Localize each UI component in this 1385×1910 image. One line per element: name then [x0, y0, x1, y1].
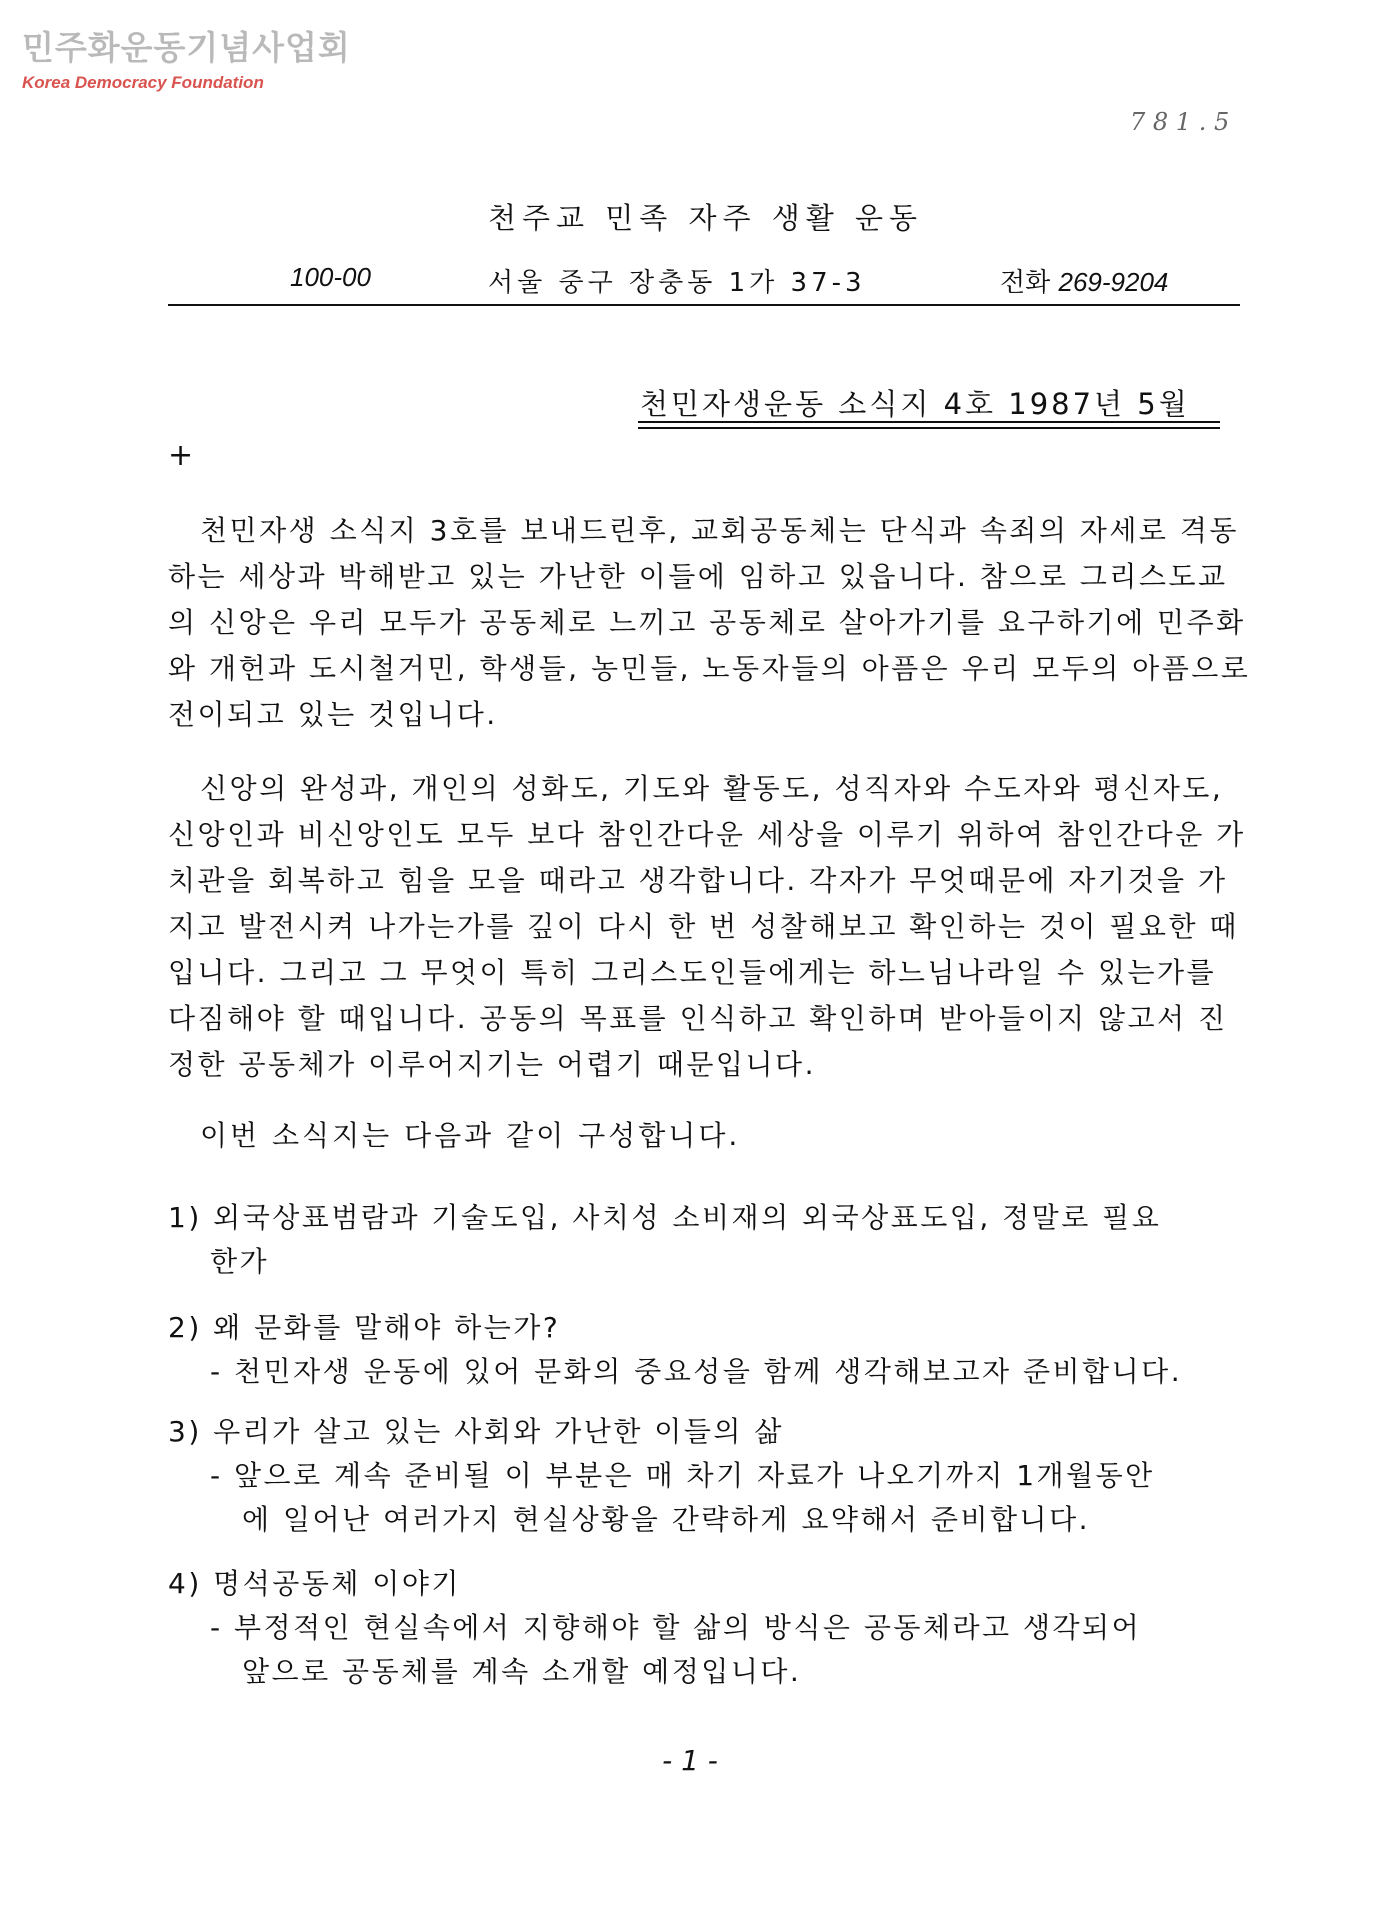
paragraph-faith-text: 신앙의 완성과, 개인의 성화도, 기도와 활동도, 성직자와 수도자와 평신자도, 신앙인과 비신앙인도 모두 보다 참인간다운 세상을 이루기 위하여 참인간다운 가치관을 회복하고 힘을 모을 때라고 생각합니다. 각자가 무엇때문에 자기것을 가지고 발전시켜 나가는가를 깊이 다시 한 번 성찰해보고 확인하는 것이 필요한 때입니다. 그리고 그 무엇이 특히 그리스도인들에게는 하느님나라일 수 있는가를 다짐해야 할 때입니다. 공동의 목표를 인식하고 확인하며 받아들이지 않고서 진정한 공동체가 이루어지기는 어렵기 때문입니다.	[168, 772, 1246, 1081]
contents-item-3	[168, 1410, 1258, 1542]
issue-underline	[638, 421, 1220, 423]
paragraph-faith	[168, 766, 1253, 1088]
item-description: - 부정적인 현실속에서 지향해야 할 삶의 방식은 공동체라고 생각되어	[210, 1611, 1142, 1644]
issue-title: 천민자생운동 소식지 4호 1987년 5월	[640, 387, 1190, 421]
contents-item-4	[168, 1562, 1258, 1694]
organization-name: 천주교 민족 자주 생활 운동	[488, 201, 924, 235]
item-title: 왜 문화를 말해야 하는가?	[213, 1311, 561, 1344]
item-number: 4)	[168, 1567, 202, 1600]
item-description-continued: 앞으로 공동체를 계속 소개할 예정입니다.	[242, 1655, 802, 1688]
item-number: 1)	[168, 1201, 202, 1234]
contents-item-1	[168, 1196, 1258, 1284]
item-description: - 앞으로 계속 준비될 이 부분은 매 차기 자료가 나오기까지 1개월동안	[210, 1459, 1155, 1492]
phone	[1000, 262, 1168, 299]
paragraph-intro-text: 천민자생 소식지 3호를 보내드린후, 교회공동체는 단식과 속죄의 자세로 격동하는 세상과 박해받고 있는 가난한 이들에 임하고 있읍니다. 참으로 그리스도교의 신앙은 우리 모두가 공동체로 느끼고 공동체로 살아가기를 요구하기에 민주화와 개헌과 도시철거민, 학생들, 농민들, 노동자들의 아픔은 우리 모두의 아픔으로 전이되고 있는 것입니다.	[168, 514, 1251, 731]
page-number: - 1 -	[662, 1744, 718, 1777]
phone-number: 269-9204	[1058, 267, 1169, 297]
watermark-logo	[22, 22, 351, 93]
contents-item-2	[168, 1306, 1258, 1394]
corner-handwritten-mark: 7 8 1 . 5	[1130, 108, 1230, 136]
header-divider	[168, 304, 1240, 306]
item-description-continued: 에 일어난 여러가지 현실상황을 간략하게 요약해서 준비합니다.	[242, 1503, 1091, 1536]
watermark-english: Korea Democracy Foundation	[22, 73, 264, 92]
paragraph-intro	[168, 508, 1253, 738]
item-number: 2)	[168, 1311, 202, 1344]
item-number: 3)	[168, 1415, 202, 1448]
item-title: 우리가 살고 있는 사회와 가난한 이들의 삶	[213, 1415, 784, 1448]
item-description: - 천민자생 운동에 있어 문화의 중요성을 함께 생각해보고자 준비합니다.	[210, 1355, 1183, 1388]
item-title: 명석공동체 이야기	[213, 1567, 461, 1600]
item-title: 외국상표범람과 기술도입, 사치성 소비재의 외국상표도입, 정말로 필요	[213, 1201, 1162, 1234]
postal-code: 100-00	[290, 262, 371, 292]
phone-label: 전화	[1000, 268, 1051, 298]
watermark-korean: 민주화운동기념사업회	[22, 28, 351, 67]
paragraph-contents-intro: 이번 소식지는 다음과 같이 구성합니다.	[200, 1119, 741, 1152]
plus-mark: +	[168, 438, 194, 473]
item-title-continued: 한가	[210, 1245, 270, 1278]
issue-underline-second	[638, 427, 1220, 429]
address: 서울 중구 장충동 1가 37-3	[488, 268, 866, 298]
